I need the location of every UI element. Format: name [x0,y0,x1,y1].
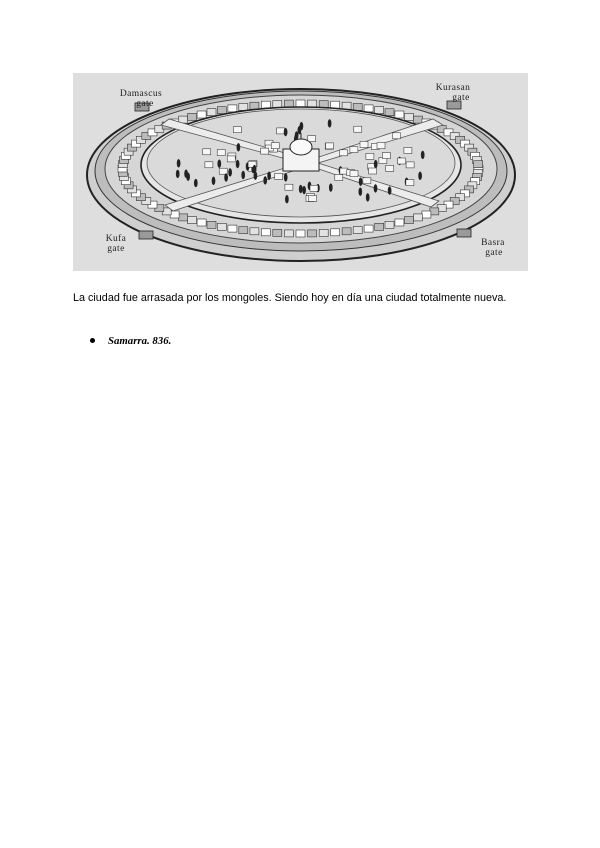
ring-house [413,214,422,221]
building [203,149,211,155]
tree [366,193,369,201]
tree [359,178,362,186]
building [277,128,285,134]
building [271,143,279,149]
tree [254,172,257,180]
tree [176,170,179,178]
ring-house [308,100,317,107]
ring-house [474,161,483,168]
ring-house [284,100,293,107]
tree [374,184,377,192]
tree [388,187,391,195]
building [309,196,317,202]
ring-house [261,229,270,236]
ring-house [308,230,317,237]
ring-house [375,107,384,114]
tree [236,160,239,168]
ring-house [228,105,237,112]
ring-house [353,227,362,234]
tree [284,128,287,136]
kurasan-gate-word: gate [452,93,470,103]
ring-house [239,103,248,110]
building [227,156,235,162]
building [217,150,225,156]
list-item [90,335,171,348]
tree [329,184,332,192]
tree [229,168,232,176]
ring-house [364,225,373,232]
tree [212,177,215,185]
ring-house [319,229,328,236]
ring-house [207,109,216,116]
ring-house [395,111,404,118]
tree [284,173,287,181]
ring-house [207,221,216,228]
building [393,133,401,139]
tree [419,172,422,180]
tree [295,132,298,140]
ring-house [239,227,248,234]
ring-house [188,113,197,120]
tree [300,122,303,130]
ring-house [217,107,226,114]
ring-house [273,229,282,236]
building [382,153,390,159]
building [326,143,334,149]
building [377,143,385,149]
ring-house [404,217,413,224]
tree [359,188,362,196]
building [233,127,241,133]
kufa-gate-word: gate [107,244,125,254]
figure-caption: La ciudad fue arrasada por los mongoles. Siendo hoy en día una ciudad totalmente nueva. [73,292,507,304]
ring-house [342,228,351,235]
building [398,158,406,164]
ring-house [296,100,305,107]
tree [225,174,228,182]
building [404,148,412,154]
building [205,162,213,168]
building [406,180,414,186]
building [363,178,371,184]
bullet-icon [90,338,95,343]
basra-gate-name: Basra [481,238,505,248]
ring-house [422,211,431,218]
building [340,150,348,156]
tree [177,159,180,167]
tree [218,160,221,168]
ring-house [413,116,422,123]
building [335,175,343,181]
ring-house [353,103,362,110]
list-item-text: Samarra. 836. [108,335,172,347]
ring-house [331,229,340,236]
kurasan-gate-name: Kurasan [435,83,471,93]
ring-house [188,217,197,224]
ring-house [197,219,206,226]
ring-house [385,221,394,228]
tree [264,176,267,184]
ring-house [364,105,373,112]
tree [187,173,190,181]
tree [242,171,245,179]
ring-house [375,223,384,230]
building [350,147,358,153]
building [366,153,374,159]
ring-house [395,219,404,226]
ring-house [217,223,226,230]
building [354,126,362,132]
ring-house [228,225,237,232]
basra-gate-word: gate [485,248,503,258]
tree [303,186,306,194]
damascus-gate-name: Damascus [119,89,163,99]
building [406,162,414,168]
damascus-gate-word: gate [136,99,154,109]
tree [237,143,240,151]
ring-house [273,101,282,108]
building [360,141,368,147]
tree [328,119,331,127]
tree [421,151,424,159]
tree [268,172,271,180]
ring-house [197,111,206,118]
ring-house [250,102,259,109]
building [310,185,318,191]
ring-house [179,214,188,221]
ring-house [331,101,340,108]
ring-house [404,113,413,120]
building [350,171,358,177]
tree [194,179,197,187]
kufa-gate-name: Kufa [105,234,127,244]
tree [299,185,302,193]
tree [374,160,377,168]
ring-house [296,230,305,237]
ring-house [250,228,259,235]
round-city-illustration [73,73,528,271]
ring-house [385,109,394,116]
tree [285,195,288,203]
ring-house [261,101,270,108]
building [275,173,283,179]
building [386,165,394,171]
building [261,148,269,154]
building [369,168,377,174]
ring-house [284,230,293,237]
ring-house [319,101,328,108]
round-city-drawing [73,73,528,271]
building [285,184,293,190]
